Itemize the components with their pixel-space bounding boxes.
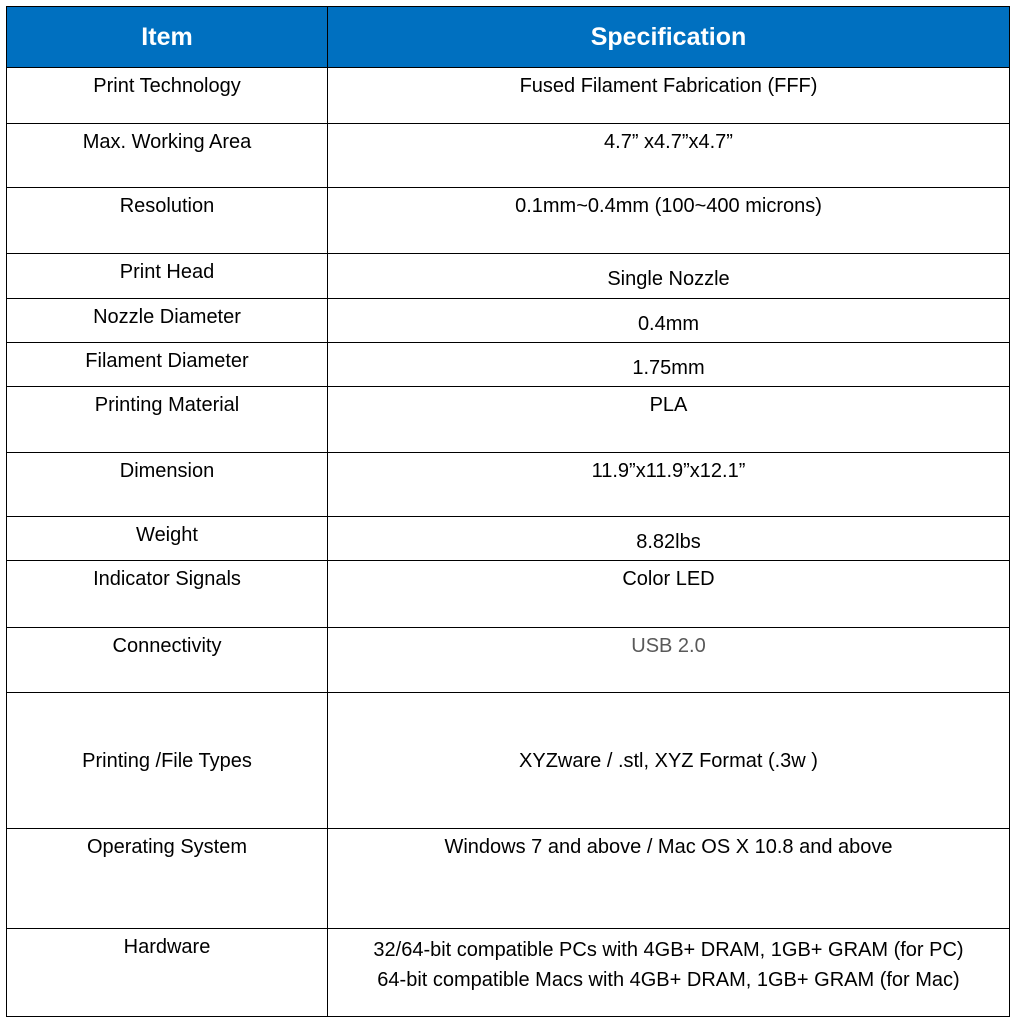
row-resolution — [7, 188, 1010, 254]
row-print-head — [7, 254, 1010, 299]
row-max-working-area — [7, 124, 1010, 188]
item-cell: Operating System — [7, 829, 328, 929]
row-operating-system — [7, 829, 1010, 929]
item-cell: Dimension — [7, 453, 328, 517]
item-cell: Print Head — [7, 254, 328, 299]
row-weight — [7, 517, 1010, 561]
header-row — [7, 7, 1010, 68]
row-connectivity — [7, 628, 1010, 693]
item-cell: Max. Working Area — [7, 124, 328, 188]
spec-cell: XYZware / .stl, XYZ Format (.3w ) — [328, 693, 1010, 829]
item-cell: Resolution — [7, 188, 328, 254]
spec-cell: 8.82lbs — [328, 517, 1010, 561]
row-printing-material — [7, 387, 1010, 453]
item-cell: Printing /File Types — [7, 693, 328, 829]
spec-table — [6, 6, 1010, 1017]
row-printing-file-types — [7, 693, 1010, 829]
row-dimension — [7, 453, 1010, 517]
spec-cell: 0.4mm — [328, 299, 1010, 343]
item-cell: Filament Diameter — [7, 343, 328, 387]
header-specification: Specification — [328, 7, 1010, 68]
item-cell: Hardware — [7, 929, 328, 1017]
row-print-technology — [7, 68, 1010, 124]
header-item: Item — [7, 7, 328, 68]
spec-cell: 0.1mm~0.4mm (100~400 microns) — [328, 188, 1010, 254]
spec-cell: Fused Filament Fabrication (FFF) — [328, 68, 1010, 124]
spec-cell: PLA — [328, 387, 1010, 453]
item-cell: Nozzle Diameter — [7, 299, 328, 343]
row-indicator-signals — [7, 561, 1010, 628]
spec-cell: 1.75mm — [328, 343, 1010, 387]
spec-cell: Color LED — [328, 561, 1010, 628]
row-filament-diameter — [7, 343, 1010, 387]
hardware-line-pc: 32/64-bit compatible PCs with 4GB+ DRAM, 1GB+ GRAM (for PC) — [373, 939, 964, 961]
item-cell: Printing Material — [7, 387, 328, 453]
row-hardware — [7, 929, 1010, 1017]
spec-cell: 11.9”x11.9”x12.1” — [328, 453, 1010, 517]
hardware-line-mac: 64-bit compatible Macs with 4GB+ DRAM, 1GB+ GRAM (for Mac) — [377, 969, 960, 991]
spec-cell: 4.7” x4.7”x4.7” — [328, 124, 1010, 188]
spec-cell: USB 2.0 — [328, 628, 1010, 693]
item-cell: Connectivity — [7, 628, 328, 693]
spec-cell: Windows 7 and above / Mac OS X 10.8 and above — [328, 829, 1010, 929]
spec-cell: Single Nozzle — [328, 254, 1010, 299]
item-cell: Indicator Signals — [7, 561, 328, 628]
row-nozzle-diameter — [7, 299, 1010, 343]
item-cell: Print Technology — [7, 68, 328, 124]
spec-cell — [328, 929, 1010, 1017]
item-cell: Weight — [7, 517, 328, 561]
